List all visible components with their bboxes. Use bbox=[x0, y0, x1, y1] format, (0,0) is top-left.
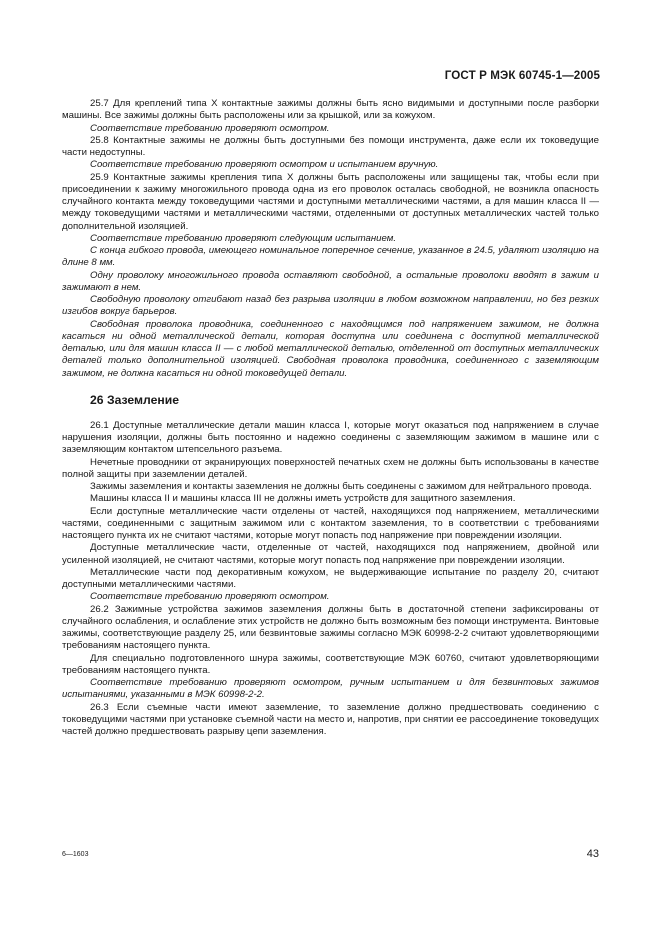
clause-25-text bbox=[62, 98, 599, 380]
paragraph: Соответствие требованию проверяют осмотром. bbox=[90, 591, 330, 603]
paragraph: Соответствие требованию проверяют следующим испытанием. bbox=[90, 232, 397, 244]
paragraph: Соответствие требованию проверяют осмотром, ручным испытанием и для безвинтовых зажимов испытаниями, указанными в МЭК 60998-2-2. bbox=[62, 677, 599, 701]
paragraph: Если доступные металлические части отделены от частей, находящихся под напряжением, металлическими частями, соединенными с защитным зажимом или с контактом заземления, то в соответствии с требованиями настоящего пункта их не считают частями, которые могут попасть под напряжение при повреждении изоляции. bbox=[62, 505, 599, 541]
paragraph: 26.2 Зажимные устройства зажимов заземления должны быть в достаточной степени зафиксированы от случайного ослабления, и ослабление этих устройств не должно быть возможным без помощи инструмента. Винтовые зажимы, соответствующие разделу 25, или безвинтовые зажимы согласно МЭК 60998-2-2 считают удовлетворяющими требованиям настоящего пункта. bbox=[62, 603, 599, 652]
page-number: 43 bbox=[586, 848, 599, 860]
paragraph: Соответствие требованию проверяют осмотром и испытанием вручную. bbox=[90, 159, 439, 171]
paragraph: 26.1 Доступные металлические детали машин класса I, которые могут оказаться под напряжением в случае нарушения изоляции, должны быть постоянно и надежно соединены с заземляющим зажимом в машине или с заземляющим контактом штепсельного разъема. bbox=[62, 419, 599, 456]
paragraph: Машины класса II и машины класса III не должны иметь устройств для защитного заземления. bbox=[90, 493, 516, 505]
paragraph: 25.7 Для креплений типа Х контактные зажимы должны быть ясно видимыми и доступными после разборки машины. Все зажимы должны быть расположены или за крышкой, или за кожухом. bbox=[62, 98, 599, 122]
paragraph: Металлические части под декоративным кожухом, не выдерживающие испытание по разделу 20, считают доступными металлическими частями. bbox=[62, 566, 599, 590]
paragraph: Нечетные проводники от экранирующих поверхностей печатных схем не должны быть использованы в качестве полной защиты при заземлении деталей. bbox=[62, 456, 599, 480]
print-code: 6—1603 bbox=[62, 851, 89, 858]
clause-26-text bbox=[62, 420, 599, 739]
paragraph: Для специально подготовленного шнура зажимы, соответствующие МЭК 60760, считают удовлетворяющими требованиям настоящего пункта. bbox=[62, 652, 599, 676]
paragraph: Свободную проволоку отгибают назад без разрыва изоляции в любом возможном направлении, но без резких изгибов вокруг барьеров. bbox=[62, 294, 599, 318]
paragraph: Соответствие требованию проверяют осмотром. bbox=[90, 122, 330, 134]
paragraph: С конца гибкого провода, имеющего номинальное поперечное сечение, указанное в 24.5, удаляют изоляцию на длине 8 мм. bbox=[62, 245, 599, 269]
standard-header: ГОСТ Р МЭК 60745-1—2005 bbox=[444, 69, 600, 82]
paragraph: 25.9 Контактные зажимы крепления типа Х должны быть расположены или защищены так, чтобы если при присоединении к зажиму многожильного провода одна из его проволок осталась свободной, не возникла опасность случайного контакта между токоведущими частями и доступными металлическими частями, а для машин класса II — между токоведущими частями и металлическими частями, отделенными от доступных металлических частей только дополнительной изоляцией. bbox=[62, 171, 599, 232]
paragraph: Зажимы заземления и контакты заземления не должны быть соединены с зажимом для нейтрального провода. bbox=[90, 481, 592, 492]
paragraph: Доступные металлические части, отделенные от частей, находящихся под напряжением, двойной или усиленной изоляцией, не считают частями, которые могут попасть под напряжение при повреждении изоляции. bbox=[62, 542, 599, 566]
paragraph: 25.8 Контактные зажимы не должны быть доступными без помощи инструмента, даже если их токоведущие части недоступны. bbox=[62, 134, 599, 158]
section-heading: 26 Заземление bbox=[90, 392, 180, 407]
page-body bbox=[62, 98, 599, 738]
paragraph: Одну проволоку многожильного провода оставляют свободной, а остальные проволоки вводят в зажим и зажимают в нем. bbox=[62, 269, 599, 293]
paragraph: Свободная проволока проводника, соединенного с находящимся под напряжением зажимом, не должна касаться ни одной металлической детали, которая доступна или соединена с доступной металлической деталью, или для машин класса II — с любой металлической деталью, отделенной от доступных металлических деталей только дополнительной изоляцией. Свободная проволока проводника, соединенного с заземляющим зажимом, не должна касаться ни одной токоведущей детали. bbox=[62, 318, 599, 379]
paragraph: 26.3 Если съемные части имеют заземление, то заземление должно предшествовать соединению с токоведущими частями при установке съемной части на место и, напротив, при снятии ее рассоединение токоведущих частей должно предшествовать разрыву цепи заземления. bbox=[62, 701, 599, 737]
